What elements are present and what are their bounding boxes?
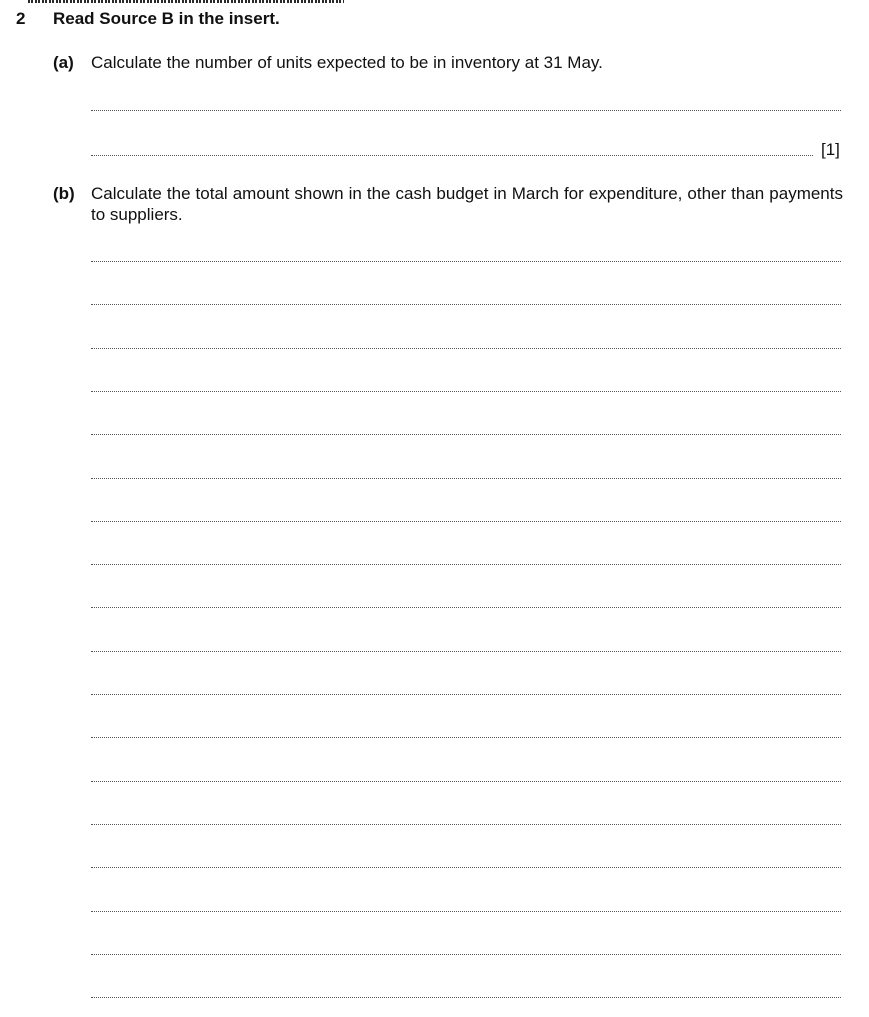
part-b-answer-line[interactable] xyxy=(91,954,841,955)
page-header-barcode xyxy=(28,0,344,3)
part-a-answer-line-2[interactable] xyxy=(91,155,813,156)
part-b-text: Calculate the total amount shown in the cash budget in March for expenditure, other than payments to suppliers. xyxy=(91,184,843,224)
part-b-answer-line[interactable] xyxy=(91,694,841,695)
question-number: 2 xyxy=(16,9,26,28)
part-a-text: Calculate the number of units expected to be in inventory at 31 May. xyxy=(91,53,603,72)
part-b-answer-line[interactable] xyxy=(91,348,841,349)
part-a-answer-line-1[interactable] xyxy=(91,110,841,111)
part-b-answer-line[interactable] xyxy=(91,521,841,522)
part-b-answer-line[interactable] xyxy=(91,737,841,738)
part-a-label: (a) xyxy=(53,53,74,72)
part-b-answer-line[interactable] xyxy=(91,997,841,998)
part-b-label: (b) xyxy=(53,184,75,203)
part-b-answer-line[interactable] xyxy=(91,824,841,825)
part-b-answer-line[interactable] xyxy=(91,781,841,782)
part-b-answer-line[interactable] xyxy=(91,434,841,435)
question-stem: Read Source B in the insert. xyxy=(53,9,280,28)
part-b-answer-line[interactable] xyxy=(91,911,841,912)
part-b-answer-line[interactable] xyxy=(91,304,841,305)
part-b-answer-line[interactable] xyxy=(91,867,841,868)
part-b-answer-line[interactable] xyxy=(91,651,841,652)
part-a-marks: [1] xyxy=(821,140,840,159)
part-b-answer-line[interactable] xyxy=(91,564,841,565)
part-b-answer-line[interactable] xyxy=(91,607,841,608)
part-b-answer-line[interactable] xyxy=(91,478,841,479)
part-b-answer-line[interactable] xyxy=(91,261,841,262)
part-b-answer-line[interactable] xyxy=(91,391,841,392)
